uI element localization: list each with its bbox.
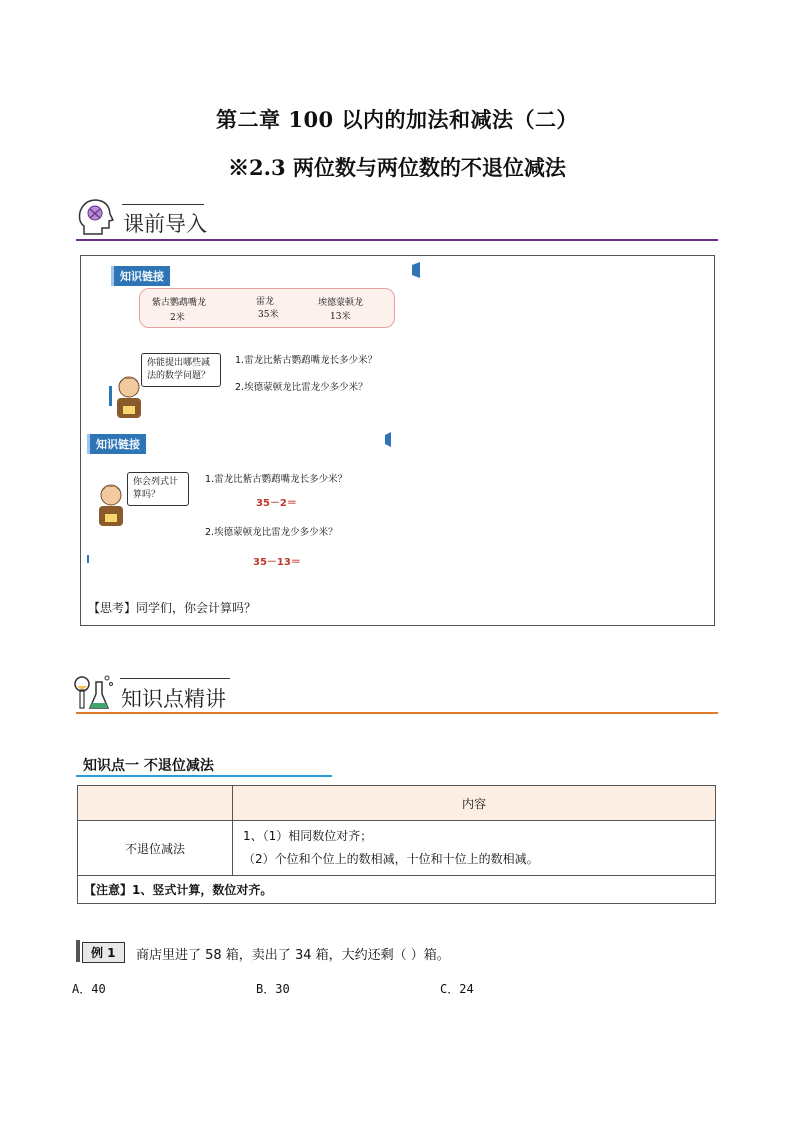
option-a[interactable]: A．40: [72, 982, 106, 996]
knowledge-table: [77, 785, 716, 904]
question-1: 1.雷龙比紫古鹦鹉嘴龙长多少米？: [235, 355, 378, 366]
section-overline-2: [120, 678, 230, 679]
dinosaur-info-box: [139, 288, 395, 328]
question-2: 2.埃德蒙顿龙比雷龙少多少米？: [235, 382, 368, 393]
table-header-empty: [78, 786, 233, 821]
question-3: 1.雷龙比紫古鹦鹉嘴龙长多少米？: [205, 474, 348, 485]
option-c[interactable]: C．24: [440, 982, 474, 996]
section-overline: [122, 204, 204, 205]
animal-2-length: 35米: [258, 310, 279, 320]
example-question: 商店里进了 58 箱，卖出了 34 箱，大约还剩（ ）箱。: [136, 948, 450, 963]
table-row-label: 不退位减法: [78, 821, 233, 876]
section-title-intro: 课前导入: [123, 212, 207, 236]
head-icon: [76, 198, 114, 238]
animal-3-length: 13米: [330, 312, 351, 322]
knowledge-link-tag-2: 知识链接: [87, 434, 146, 454]
flask-icon: [74, 672, 114, 712]
section-title-knowledge: 知识点精讲: [121, 687, 226, 711]
speech-bubble-1: 你能提出哪些减法的数学问题？: [141, 353, 221, 387]
table-row-line-1: 1、（1）相同数位对齐；: [243, 829, 373, 843]
animal-3-name: 埃德蒙顿龙: [318, 298, 364, 308]
teacher-figure-2: [91, 482, 131, 528]
table-header-content: 内容: [233, 786, 716, 821]
formula-1: 35－2＝: [256, 498, 297, 509]
section-rule-orange: [76, 712, 718, 714]
table-note: 【注意】1、竖式计算，数位对齐。: [78, 876, 716, 904]
animal-2-name: 雷龙: [256, 297, 275, 307]
knowledge-point-title: 知识点一 不退位减法: [83, 758, 214, 774]
intro-box: [80, 255, 715, 626]
blue-marker-icon-2: [383, 432, 391, 447]
section-rule-purple: [76, 239, 718, 241]
animal-1-length: 2米: [170, 313, 185, 323]
blue-marker-icon: [410, 262, 420, 278]
animal-1-name: 紫古鹦鹉嘴龙: [152, 298, 207, 308]
formula-2: 35－13＝: [253, 557, 301, 568]
example-label: 例 1: [82, 942, 125, 963]
example-label-bar: [76, 940, 80, 962]
question-4: 2.埃德蒙顿龙比雷龙少多少米？: [205, 527, 338, 538]
chapter-title: 第二章 100 以内的加法和减法（二）: [216, 107, 578, 132]
think-prompt: 【思考】同学们，你会计算吗？: [88, 601, 257, 615]
teacher-figure-1: [107, 374, 147, 420]
knowledge-link-tag: 知识链接: [111, 266, 170, 286]
speech-bubble-2: 你会列式计算吗？: [127, 472, 189, 506]
table-row-content: [233, 821, 716, 876]
lesson-title: ※2.3 两位数与两位数的不退位减法: [228, 155, 566, 180]
option-b[interactable]: B．30: [256, 982, 290, 996]
blue-tick-mark: [87, 555, 89, 563]
kp-underline: [76, 775, 332, 777]
table-row-line-2: （2）个位和个位上的数相减，十位和十位上的数相减。: [243, 852, 539, 866]
